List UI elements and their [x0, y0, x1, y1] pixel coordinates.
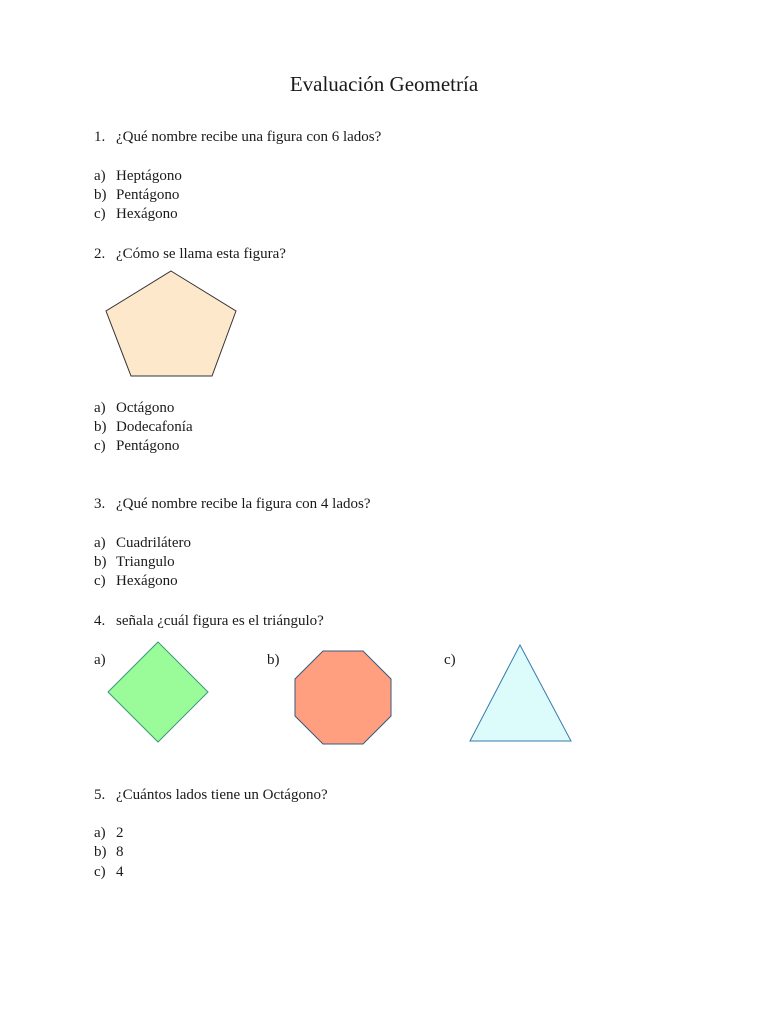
- question-text: ¿Qué nombre recibe una figura con 6 lados?: [116, 129, 382, 145]
- option-text: 2: [116, 825, 124, 841]
- question-number: 3.: [94, 496, 106, 512]
- figure-option-letter-a: a): [94, 652, 106, 668]
- option-letter: b): [94, 844, 107, 860]
- option-letter: a): [94, 400, 106, 416]
- option-letter: b): [94, 554, 107, 570]
- question-text: ¿Cómo se llama esta figura?: [116, 246, 286, 262]
- question-number: 2.: [94, 246, 106, 262]
- option-letter: c): [94, 438, 106, 454]
- option-letter: c): [94, 206, 106, 222]
- question-number: 1.: [94, 129, 106, 145]
- option-letter: b): [94, 419, 107, 435]
- page-title: Evaluación Geometría: [289, 72, 479, 96]
- option-letter: a): [94, 168, 106, 184]
- option-text: Pentágono: [116, 187, 180, 203]
- option-text: 8: [116, 844, 124, 860]
- option-text: Octágono: [116, 400, 175, 416]
- option-text: Triangulo: [116, 554, 175, 570]
- figure-option-letter-b: b): [267, 652, 280, 668]
- option-text: Hexágono: [116, 206, 178, 222]
- option-letter: c): [94, 864, 106, 880]
- option-text: Cuadrilátero: [116, 535, 191, 551]
- option-text: Heptágono: [116, 168, 182, 184]
- question-number: 4.: [94, 613, 106, 629]
- option-text: Dodecafonía: [116, 419, 193, 435]
- triangle-shape: [470, 645, 571, 741]
- figure-option-letter-c: c): [444, 652, 456, 668]
- option-letter: a): [94, 825, 106, 841]
- option-text: 4: [116, 864, 124, 880]
- diamond-shape: [108, 642, 208, 742]
- question-number: 5.: [94, 787, 106, 803]
- question-text: señala ¿cuál figura es el triángulo?: [116, 613, 324, 629]
- option-text: Hexágono: [116, 573, 178, 589]
- octagon-shape: [295, 651, 391, 744]
- question-text: ¿Cuántos lados tiene un Octágono?: [116, 787, 328, 803]
- option-letter: a): [94, 535, 106, 551]
- option-text: Pentágono: [116, 438, 180, 454]
- question-text: ¿Qué nombre recibe la figura con 4 lados?: [116, 496, 371, 512]
- option-letter: c): [94, 573, 106, 589]
- option-letter: b): [94, 187, 107, 203]
